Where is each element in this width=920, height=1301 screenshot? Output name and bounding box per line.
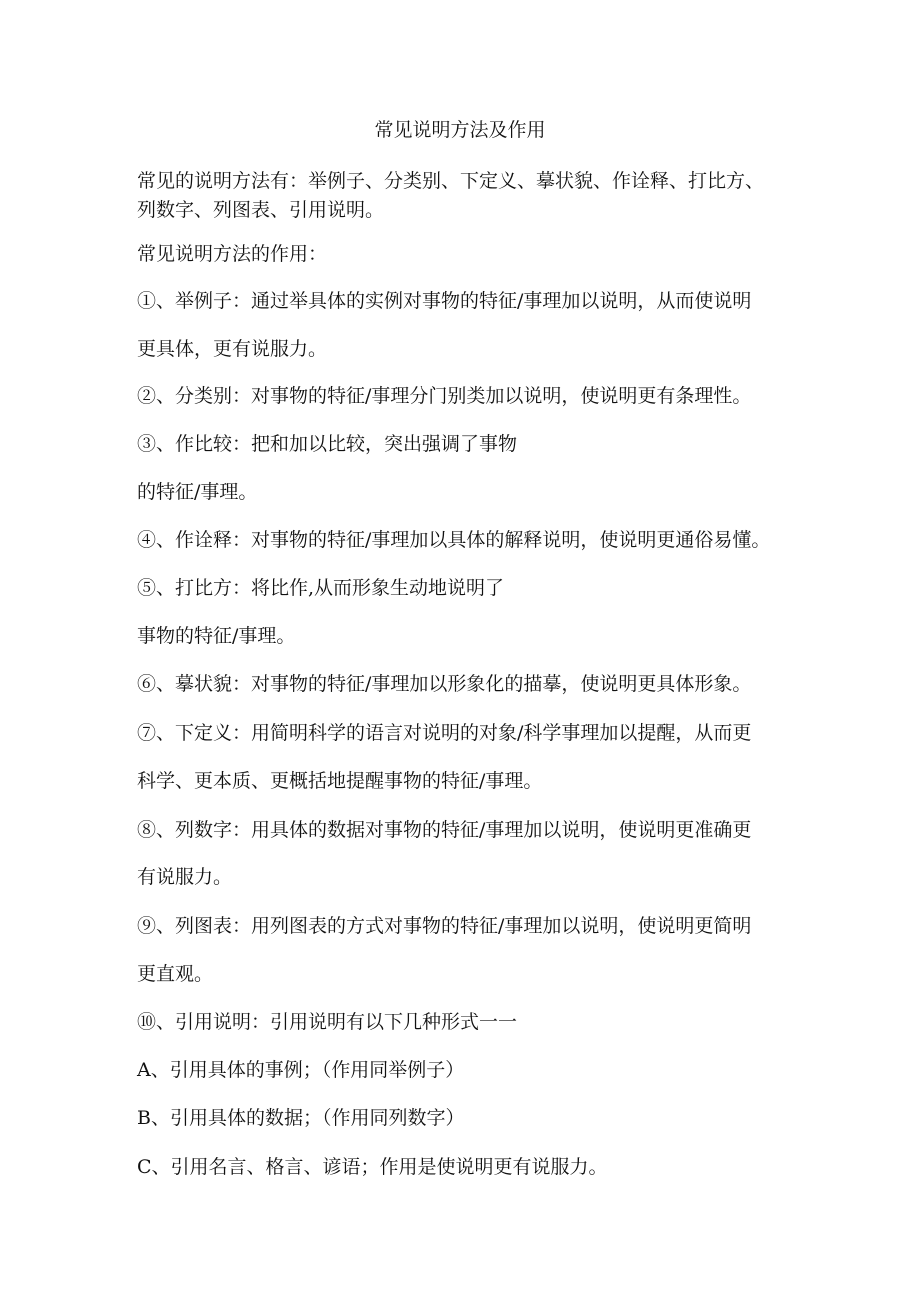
paragraph-line: ②、分类别：对事物的特征/事理分门别类加以说明，使说明更有条理性。: [137, 385, 752, 407]
paragraph-line: 事物的特征/事理。: [137, 625, 296, 647]
paragraph-line: ⑨、列图表：用列图表的方式对事物的特征/事理加以说明，使说明更简明: [137, 915, 752, 937]
paragraph-line: ①、举例子：通过举具体的实例对事物的特征/事理加以说明，从而使说明: [137, 290, 752, 312]
paragraph-line: 科学、更本质、更概括地提醒事物的特征/事理。: [137, 770, 543, 792]
paragraph-line: ⑦、下定义：用简明科学的语言对说明的对象/科学事理加以提醒，从而更: [137, 722, 752, 744]
paragraph-line: 的特征/事理。: [137, 481, 258, 503]
paragraph-line: ③、作比较：把和加以比较，突出强调了事物: [137, 433, 518, 455]
paragraph-line: 有说服力。: [137, 866, 233, 888]
paragraph-line: B、引用具体的数据；（作用同列数字）: [137, 1107, 465, 1129]
paragraph-line: 列数字、列图表、引用说明。: [137, 199, 385, 221]
paragraph-line: 更具体，更有说服力。: [137, 338, 328, 360]
paragraph-line: ⑧、列数字：用具体的数据对事物的特征/事理加以说明，使说明更准确更: [137, 819, 752, 841]
paragraph-line: 常见的说明方法有：举例子、分类别、下定义、摹状貌、作诠释、打比方、: [137, 170, 765, 192]
paragraph-line: A、引用具体的事例；（作用同举例子）: [137, 1059, 465, 1081]
document-title: 常见说明方法及作用: [374, 119, 546, 141]
paragraph-line: ⑥、摹状貌：对事物的特征/事理加以形象化的描摹，使说明更具体形象。: [137, 673, 752, 695]
paragraph-line: ④、作诠释：对事物的特征/事理加以具体的解释说明，使说明更通俗易懂。: [137, 529, 771, 551]
paragraph-line: 常见说明方法的作用：: [137, 243, 328, 265]
paragraph-line: ⑩、引用说明：引用说明有以下几种形式一一: [137, 1011, 518, 1033]
paragraph-line: C、引用名言、格言、谚语；作用是使说明更有说服力。: [137, 1156, 608, 1178]
paragraph-line: 更直观。: [137, 963, 214, 985]
paragraph-line: ⑤、打比方：将比作,从而形象生动地说明了: [137, 577, 505, 599]
